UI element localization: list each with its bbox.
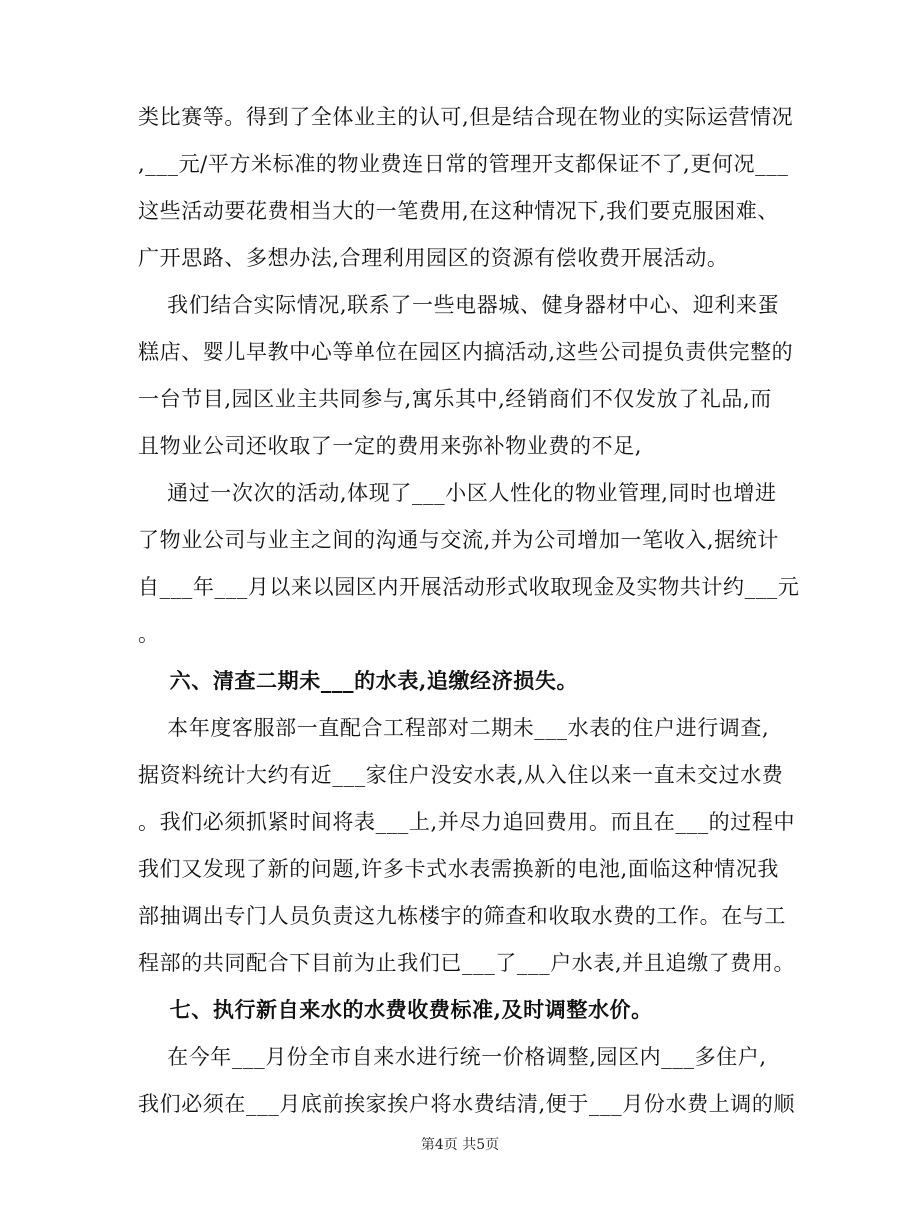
text-line: 我们又发现了新的问题,许多卡式水表需换新的电池,面临这种情况我 [138,857,779,881]
page-number: 第4页 共5页 [420,1137,500,1153]
text-line: 了物业公司与业主之间的沟通与交流,并为公司增加一笔收入,据统计 [138,528,779,552]
text-line: 这些活动要花费相当大的一笔费用,在这种情况下,我们要克服困难、 [138,199,779,223]
text-line: 程部的共同配合下目前为止我们已___了___户水表,并且追缴了费用。 [138,951,796,975]
text-line: 。我们必须抓紧时间将表___上,并尽力追回费用。而且在___的过程中 [138,810,796,834]
text-line: 糕店、婴儿早教中心等单位在园区内搞活动,这些公司提负责供完整的 [138,340,794,364]
text-line: ,___元/平方米标准的物业费连日常的管理开支都保证不了,更何况___ [138,152,789,176]
text-line: 自___年___月以来以园区内开展活动形式收取现金及实物共计约___元 [138,575,800,599]
text-line: 。 [138,622,160,646]
text-line: 本年度客服部一直配合工程部对二期未___水表的住户进行调查, [138,716,770,740]
text-line: 通过一次次的活动,体现了___小区人性化的物业管理,同时也增进 [138,481,777,505]
section-heading: 七、执行新自来水的水费收费标准,及时调整水价。 [138,997,653,1022]
text-line: 广开思路、多想办法,合理利用园区的资源有偿收费开展活动。 [138,246,729,270]
text-line: 部抽调出专门人员负责这九栋楼宇的筛查和收取水费的工作。在与工 [138,904,786,928]
text-line: 类比赛等。得到了全体业主的认可,但是结合现在物业的实际运营情况 [138,105,794,129]
section-heading: 六、清查二期未___的水表,追缴经济损失。 [138,668,579,693]
text-line: 一台节目,园区业主共同参与,寓乐其中,经销商们不仅发放了礼品,而 [138,387,772,411]
text-line: 我们必须在___月底前挨家挨户将水费结清,便于___月份水费上调的顺 [138,1092,796,1116]
text-line: 据资料统计大约有近___家住户没安水表,从入住以来一直未交过水费 [138,763,784,787]
text-line: 在今年___月份全市自来水进行统一价格调整,园区内___多住户, [138,1045,767,1069]
text-line: 且物业公司还收取了一定的费用来弥补物业费的不足, [138,434,643,458]
text-line: 我们结合实际情况,联系了一些电器城、健身器材中心、迎利来蛋 [138,293,780,317]
